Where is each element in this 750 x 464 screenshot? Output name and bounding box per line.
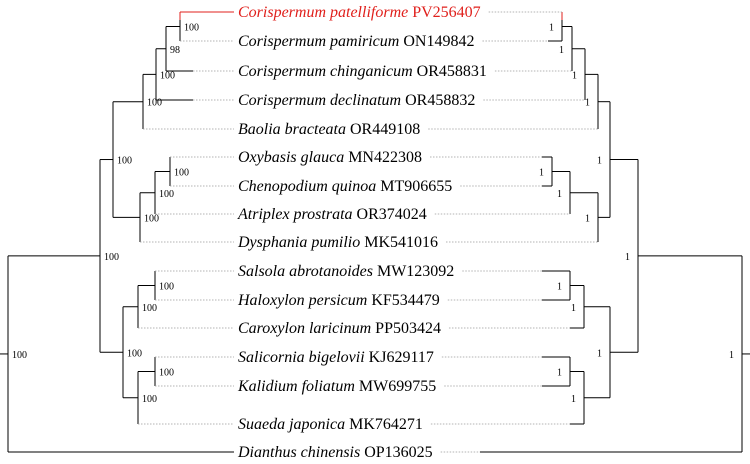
- support-value: 100: [127, 348, 142, 360]
- taxon-accession: OR458831: [412, 63, 487, 80]
- taxon-accession: OR449108: [345, 121, 421, 138]
- taxon-label: [238, 4, 481, 21]
- taxon-accession: MK541016: [360, 234, 438, 251]
- taxon-label: [238, 92, 475, 109]
- left-tree: [0, 12, 234, 452]
- support-value: 100: [184, 22, 199, 34]
- support-value: 1: [559, 44, 564, 56]
- support-value: 100: [159, 367, 174, 379]
- support-value: 100: [142, 302, 157, 314]
- support-value: 1: [625, 251, 630, 263]
- taxon-label: [238, 33, 474, 50]
- taxon-species: Atriplex prostrata: [238, 206, 353, 223]
- support-value: 1: [557, 367, 562, 379]
- taxon-accession: KJ629117: [364, 349, 434, 366]
- taxon-label: [238, 320, 441, 337]
- support-value: 100: [12, 349, 27, 361]
- taxon-labels: [237, 4, 487, 461]
- taxon-species: Corispermum patelliforme: [238, 4, 409, 21]
- support-value: 1: [597, 348, 602, 360]
- taxon-species: Kalidium foliatum: [238, 378, 355, 395]
- taxon-species: Corispermum declinatum: [238, 92, 402, 109]
- taxon-label: [238, 63, 487, 80]
- support-value: 1: [539, 167, 544, 179]
- taxon-species: Baolia bracteata: [238, 121, 346, 138]
- taxon-species: Caroxylon laricinum: [238, 320, 372, 337]
- taxon-species: Salsola abrotanoides: [238, 263, 373, 280]
- taxon-accession: MK764271: [345, 416, 423, 433]
- taxon-label: [237, 206, 427, 223]
- taxon-accession: OR374024: [352, 206, 427, 223]
- support-value: 100: [160, 70, 175, 82]
- support-value: 100: [117, 155, 132, 167]
- support-value: 1: [597, 155, 602, 167]
- taxon-accession: OR458832: [401, 92, 476, 109]
- support-value: 1: [585, 97, 590, 109]
- taxon-species: Dianthus chinensis: [238, 444, 361, 461]
- taxon-accession: PV256407: [408, 4, 481, 21]
- support-value: 1: [557, 281, 562, 293]
- support-value: 98: [170, 44, 180, 56]
- taxon-accession: OP136025: [360, 444, 433, 461]
- taxon-species: Corispermum pamiricum: [238, 33, 400, 50]
- support-value: 100: [159, 281, 174, 293]
- support-value: 1: [572, 70, 577, 82]
- taxon-label: [237, 444, 433, 461]
- taxon-label: [237, 378, 436, 395]
- taxon-accession: MN422308: [344, 149, 422, 166]
- support-value: 100: [159, 188, 174, 200]
- support-value: 1: [729, 349, 734, 361]
- taxon-species: Oxybasis glauca: [238, 149, 345, 166]
- taxon-label: [238, 121, 420, 138]
- support-value: 1: [557, 188, 562, 200]
- taxon-accession: ON149842: [399, 33, 475, 50]
- support-value: 100: [104, 251, 119, 263]
- taxon-label: [238, 263, 454, 280]
- support-value: 1: [571, 393, 576, 405]
- taxon-accession: PP503424: [371, 320, 441, 337]
- taxon-accession: MW123092: [372, 263, 455, 280]
- taxon-accession: KF534479: [367, 292, 440, 309]
- support-value: 1: [585, 213, 590, 225]
- taxon-species: Dysphania pumilio: [238, 234, 361, 251]
- taxon-accession: MT906655: [376, 178, 453, 195]
- support-value: 100: [144, 213, 159, 225]
- taxon-species: Suaeda japonica: [238, 416, 346, 433]
- taxon-label: [238, 416, 423, 433]
- support-value: 1: [571, 302, 576, 314]
- taxon-species: Chenopodium quinoa: [238, 178, 377, 195]
- taxon-label: [237, 234, 438, 251]
- taxon-species: Salicornia bigelovii: [238, 349, 365, 366]
- support-value: 100: [174, 167, 189, 179]
- taxon-species: Corispermum chinganicum: [238, 63, 413, 80]
- support-value: 100: [142, 393, 157, 405]
- taxon-label: [238, 178, 452, 195]
- taxon-label: [238, 149, 422, 166]
- taxon-label: [237, 292, 440, 309]
- taxon-accession: MW699755: [354, 378, 437, 395]
- taxon-species: Haloxylon persicum: [238, 292, 368, 309]
- support-value: 100: [147, 97, 162, 109]
- support-value: 1: [549, 22, 554, 34]
- taxon-label: [238, 349, 434, 366]
